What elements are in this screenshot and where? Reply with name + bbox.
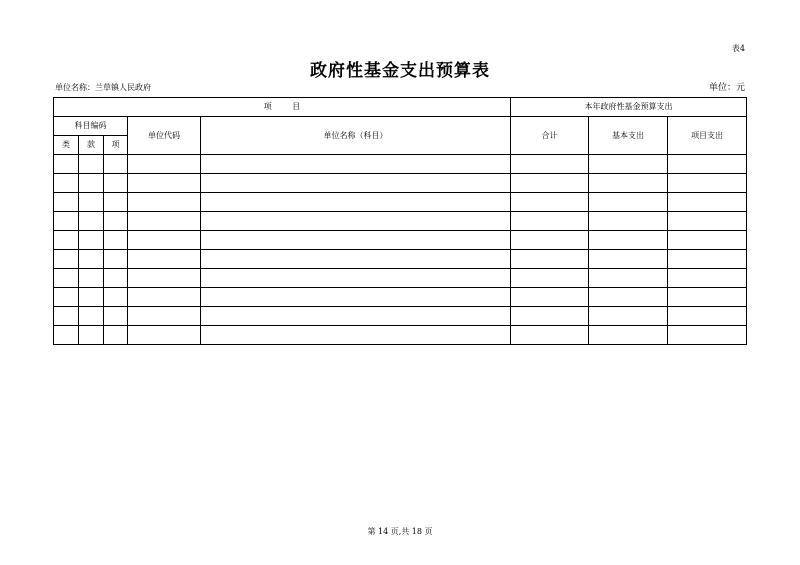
- table-cell: [104, 231, 128, 250]
- header-kuan: 款: [79, 136, 104, 155]
- table-cell: [79, 269, 104, 288]
- table-cell: [589, 326, 668, 345]
- table-cell: [128, 231, 201, 250]
- table-cell: [79, 174, 104, 193]
- header-subject-code: 科目编码: [54, 117, 128, 136]
- currency-unit-label: 单位：元: [708, 83, 745, 93]
- header-row-2: [54, 117, 747, 136]
- table-cell: [128, 269, 201, 288]
- table-cell: [668, 250, 747, 269]
- budget-table-container: [53, 97, 746, 345]
- table-cell: [79, 326, 104, 345]
- table-cell: [128, 288, 201, 307]
- table-cell: [79, 212, 104, 231]
- table-cell: [668, 288, 747, 307]
- table-cell: [104, 250, 128, 269]
- table-cell: [104, 326, 128, 345]
- table-cell: [589, 250, 668, 269]
- table-cell: [589, 193, 668, 212]
- table-number: 表4: [731, 44, 745, 53]
- header-unit-code: 单位代码: [128, 117, 201, 155]
- header-xiang: 项: [104, 136, 128, 155]
- table-cell: [511, 269, 589, 288]
- table-cell: [511, 212, 589, 231]
- table-cell: [201, 174, 511, 193]
- table-cell: [668, 269, 747, 288]
- table-cell: [54, 307, 79, 326]
- table-row: [54, 250, 747, 269]
- table-cell: [201, 250, 511, 269]
- table-cell: [511, 288, 589, 307]
- table-cell: [79, 155, 104, 174]
- table-row: [54, 326, 747, 345]
- table-cell: [79, 288, 104, 307]
- table-row: [54, 307, 747, 326]
- table-cell: [104, 174, 128, 193]
- table-cell: [128, 174, 201, 193]
- header-item: 项 目: [54, 98, 511, 117]
- table-cell: [79, 193, 104, 212]
- table-cell: [201, 212, 511, 231]
- table-cell: [668, 307, 747, 326]
- table-cell: [104, 288, 128, 307]
- header-basic-expense: 基本支出: [589, 117, 668, 155]
- table-cell: [54, 155, 79, 174]
- table-cell: [201, 326, 511, 345]
- header-budget: 本年政府性基金预算支出: [511, 98, 747, 117]
- table-cell: [668, 174, 747, 193]
- table-cell: [201, 231, 511, 250]
- table-cell: [511, 193, 589, 212]
- table-cell: [201, 288, 511, 307]
- page-title: 政府性基金支出预算表: [310, 61, 490, 81]
- table-cell: [79, 231, 104, 250]
- header-total: 合计: [511, 117, 589, 155]
- table-row: [54, 174, 747, 193]
- table-row: [54, 155, 747, 174]
- table-cell: [54, 269, 79, 288]
- table-cell: [104, 155, 128, 174]
- table-cell: [104, 212, 128, 231]
- budget-table: [53, 97, 747, 345]
- table-cell: [201, 269, 511, 288]
- table-cell: [668, 212, 747, 231]
- table-body: [54, 155, 747, 345]
- table-row: [54, 288, 747, 307]
- table-cell: [589, 307, 668, 326]
- table-cell: [511, 250, 589, 269]
- table-cell: [589, 269, 668, 288]
- page-footer: 第 14 页,共 18 页: [367, 527, 433, 536]
- table-cell: [668, 231, 747, 250]
- header-lei: 类: [54, 136, 79, 155]
- table-cell: [511, 326, 589, 345]
- table-cell: [54, 174, 79, 193]
- table-row: [54, 269, 747, 288]
- table-cell: [79, 307, 104, 326]
- table-cell: [104, 193, 128, 212]
- header-unit-name: 单位名称（科目）: [201, 117, 511, 155]
- table-cell: [589, 288, 668, 307]
- table-cell: [104, 307, 128, 326]
- table-cell: [201, 193, 511, 212]
- table-row: [54, 231, 747, 250]
- table-cell: [668, 326, 747, 345]
- table-cell: [54, 231, 79, 250]
- table-cell: [128, 193, 201, 212]
- table-cell: [511, 231, 589, 250]
- table-cell: [201, 155, 511, 174]
- table-cell: [511, 155, 589, 174]
- table-cell: [128, 250, 201, 269]
- table-cell: [128, 326, 201, 345]
- table-cell: [589, 212, 668, 231]
- table-cell: [589, 231, 668, 250]
- table-cell: [54, 250, 79, 269]
- table-cell: [104, 269, 128, 288]
- table-cell: [54, 212, 79, 231]
- table-cell: [54, 193, 79, 212]
- table-cell: [668, 155, 747, 174]
- table-cell: [589, 155, 668, 174]
- header-project-expense: 项目支出: [668, 117, 747, 155]
- table-cell: [79, 250, 104, 269]
- table-cell: [589, 174, 668, 193]
- table-cell: [128, 212, 201, 231]
- table-cell: [511, 307, 589, 326]
- table-cell: [511, 174, 589, 193]
- table-cell: [128, 307, 201, 326]
- header-row-1: [54, 98, 747, 117]
- table-cell: [128, 155, 201, 174]
- unit-name-label: 单位名称：兰草镇人民政府: [55, 83, 151, 92]
- table-row: [54, 193, 747, 212]
- table-cell: [54, 326, 79, 345]
- table-cell: [668, 193, 747, 212]
- table-row: [54, 212, 747, 231]
- table-cell: [54, 288, 79, 307]
- table-cell: [201, 307, 511, 326]
